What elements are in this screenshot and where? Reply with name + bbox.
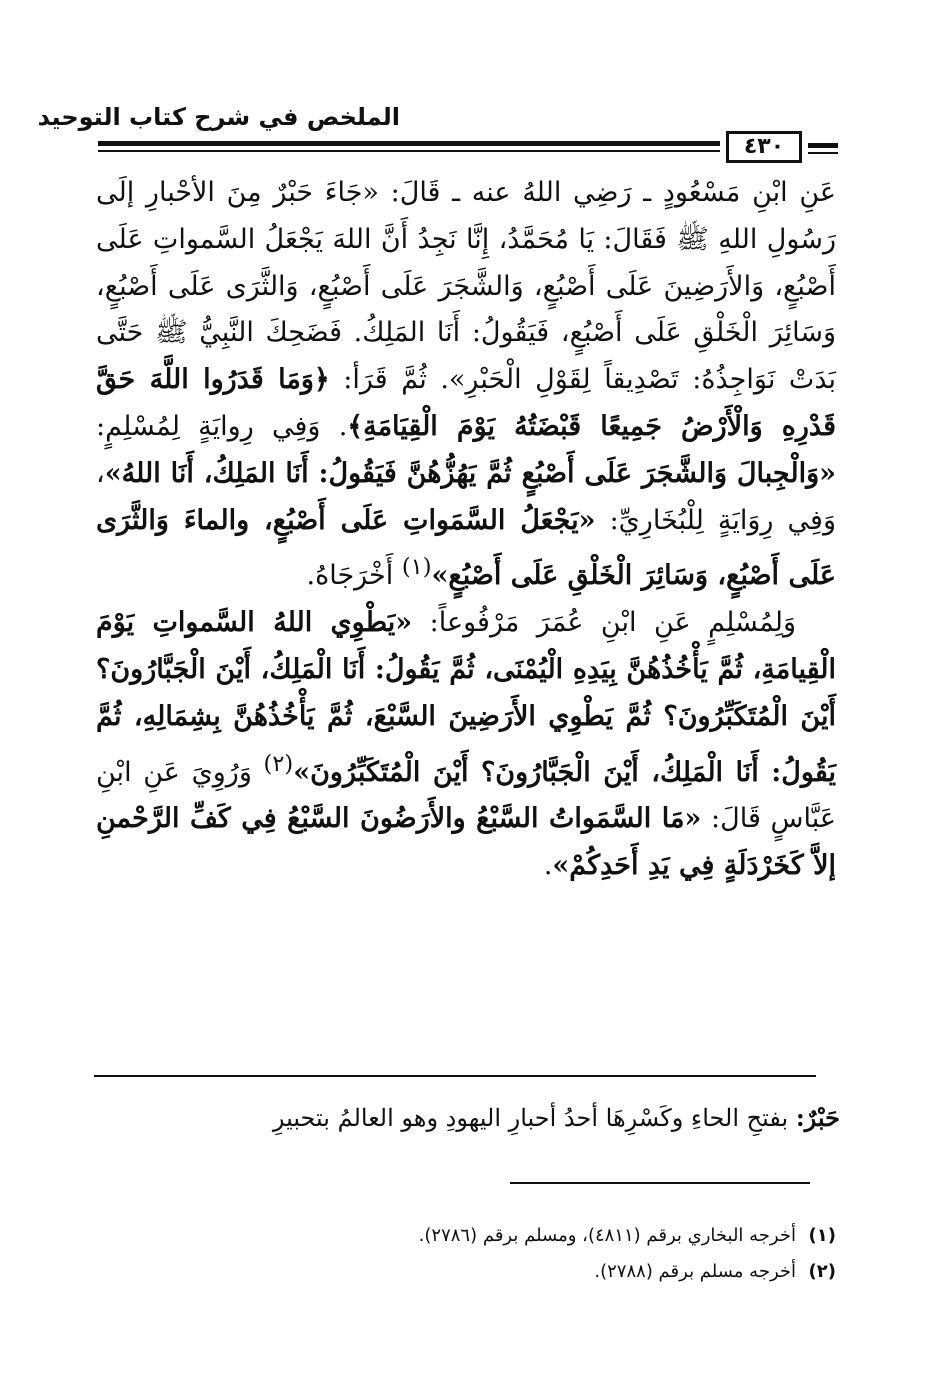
footnote-number: (١) (808, 1225, 836, 1246)
paragraph1-ending: أَخْرَجَاهُ. (306, 560, 402, 592)
running-title: الملخص في شرح كتاب التوحيد (37, 103, 400, 131)
glossary-rule (94, 1075, 816, 1077)
footnotes (96, 1218, 836, 1290)
footnote-ref-2: (٢) (263, 750, 294, 777)
footnote-2 (96, 1254, 836, 1290)
paragraph-ibn-masud (96, 170, 836, 600)
paragraph-ibn-umar (96, 600, 836, 890)
muslim-narration-intro: . وَفِي رِوايَةٍ لِمُسْلِمٍ: (96, 410, 348, 442)
header-rule-thin (98, 150, 720, 152)
ibn-abbas-quote: «مَا السَّمَواتُ السَّبْعُ والأَرَضُونَ السَّبْعُ فِي كَفِّ الرَّحْمنِ إلاَّ كَخَرْدَلَةٍ فِي يَدِ أَحَدِكُمْ» (96, 803, 836, 882)
ibn-umar-intro: وَلِمُسْلِمٍ عَنِ ابْنِ عُمَرَ مَرْفُوعاً: (429, 607, 797, 639)
footnote-rule (510, 1182, 810, 1184)
ibn-umar-quote: «يَطْوِي اللهُ السَّمواتِ يَوْمَ الْقِيامَةِ، ثُمَّ يَأْخُذُهُنَّ بِيَدِهِ الْيُمْنَى، ثُمَّ يَقُولُ: أَنَا الْمَلِكُ، أَيْنَ الْجَبَّارُونَ؟ أَيْنَ الْمُتَكَبِّرُونَ؟ ثُمَّ يَطْوِي الأَرَضِينَ السَّبْعَ، ثُمَّ يَأْخُذُهُنَّ بِشِمَالِهِ، ثُمَّ يَقُولُ: أَنَا الْمَلِكُ، أَيْنَ الْجَبَّارُونَ؟ أَيْنَ الْمُتَكَبِّرُونَ» (96, 607, 836, 788)
footnote-1 (96, 1218, 836, 1254)
bukhari-narration-quote: «يَجْعَلُ السَّمَواتِ عَلَى أَصْبُعٍ، والماءَ وَالثَّرَى عَلَى أَصْبُعٍ، وَسَائِرَ الْخَلْقِ عَلَى أَصْبُعٍ» (96, 504, 836, 592)
page-number: ٤٣٠ (726, 131, 802, 163)
glossary-term: حَبْرٌ: (795, 1103, 840, 1132)
muslim-narration-quote: «وَالْجِبالَ وَالشَّجَرَ عَلَى أَصْبُعٍ ثُمَّ يَهُزُّهُنَّ فَيَقُولُ: أَنَا المَلِكُ، أَنَا اللهُ» (104, 457, 836, 489)
footnote-text: أخرجه البخاري برقم (٤٨١١)، ومسلم برقم (٢٧٨٦). (418, 1225, 796, 1246)
header-rule-right-thin (808, 152, 838, 154)
header-rule-right-thick (808, 143, 838, 148)
ibn-abbas-intro: وَرُوِيَ عَنِ ابْنِ عَبَّاسٍ قَالَ: (96, 756, 836, 835)
glossary-note (96, 1100, 840, 1136)
footnote-number: (٢) (808, 1261, 836, 1282)
header-rule-thick (98, 141, 720, 146)
hadith-intro: عَنِ ابْنِ مَسْعُودٍ ـ رَضِي اللهُ عنه ـ قَالَ: «جَاءَ حَبْرٌ مِنَ الأحْبارِ إلَى رَسُولِ اللهِ ﷺ فَقَالَ: يَا مُحَمَّدُ، إِنَّا نَجِدُ أَنَّ اللهَ يَجْعَلُ السَّمواتِ عَلَى أَصْبُعٍ، وَالأَرَضِينَ عَلَى أَصْبُعٍ، وَالشَّجَرَ عَلَى أَصْبُعٍ، وَالثَّرَى عَلَى أَصْبُعٍ، وَسَائِرَ الْخَلْقِ عَلَى أَصْبُعٍ، فَيَقُولُ: أَنَا المَلِكُ. فَضَحِكَ النَّبِيُّ ﷺ حَتَّى بَدَتْ نَوَاجِذُهُ: تَصْدِيقاً لِقَوْلِ الْحَبْرِ». ثُمَّ قَرَأ: (96, 177, 837, 396)
footnote-text: أخرجه مسلم برقم (٢٧٨٨). (594, 1261, 796, 1282)
bukhari-narration-intro: ، وَفِي رِوَايَةٍ لِلْبُخَارِيِّ: (96, 457, 836, 536)
main-text (96, 170, 836, 890)
quran-verse: ﴿وَمَا قَدَرُوا اللَّهَ حَقَّ قَدْرِهِ وَالْأَرْضُ جَمِيعًا قَبْضَتُهُ يَوْمَ الْقِيَامَةِ﴾ (96, 364, 836, 442)
glossary-definition: بفتحِ الحاءِ وكَسْرِهَا أحدُ أحبارِ اليهودِ وهو العالمُ بتحبيرِ (272, 1104, 796, 1132)
footnote-ref-1: (١) (401, 554, 432, 581)
paragraph2-ending: . (543, 850, 553, 882)
